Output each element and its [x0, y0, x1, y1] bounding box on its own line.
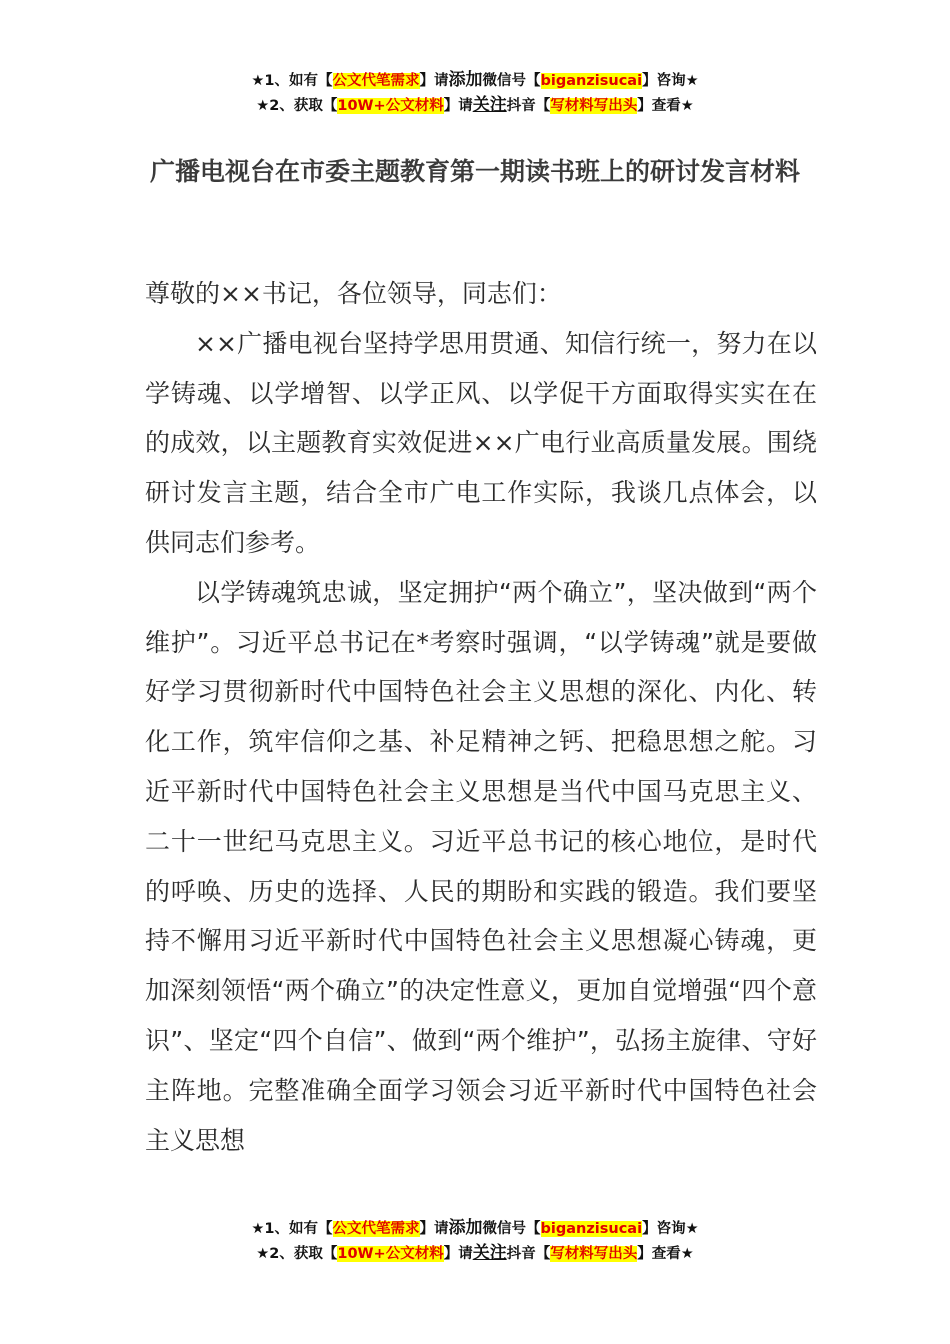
promo-highlight: 公文代笔需求: [332, 1221, 420, 1237]
promo-text: 】请: [419, 1221, 449, 1237]
promo-text: 】查看★: [637, 1246, 694, 1262]
promo-line-1: [0, 68, 950, 93]
promo-wechat-id: biganzisucai: [540, 73, 643, 89]
promo-line-2: [0, 1241, 950, 1266]
promo-text: 】咨询★: [642, 1221, 699, 1237]
promo-highlight: 10W+公文材料: [337, 1246, 444, 1262]
promo-banner-bottom: [0, 1216, 950, 1266]
document-body: [145, 269, 817, 1165]
promo-text: 】请: [443, 98, 473, 114]
promo-emphasis: 关注: [472, 1243, 507, 1263]
promo-douyin-id: 写材料写出头: [550, 1246, 638, 1262]
promo-douyin-id: 写材料写出头: [550, 98, 638, 114]
promo-text: 】查看★: [637, 98, 694, 114]
promo-line-1: [0, 1216, 950, 1241]
promo-text: 微信号【: [482, 1221, 541, 1237]
promo-text: 】咨询★: [642, 73, 699, 89]
salutation: 尊敬的××书记，各位领导，同志们：: [145, 279, 562, 308]
promo-highlight: 公文代笔需求: [332, 73, 420, 89]
promo-text: ★2、获取【: [256, 1246, 338, 1262]
promo-text: 】请: [419, 73, 449, 89]
promo-text: ★1、如有【: [251, 1221, 333, 1237]
promo-wechat-id: biganzisucai: [540, 1221, 643, 1237]
promo-text: 微信号【: [482, 73, 541, 89]
promo-emphasis: 添加: [448, 1218, 483, 1238]
promo-text: ★1、如有【: [251, 73, 333, 89]
promo-line-2: [0, 93, 950, 118]
promo-banner-top: [0, 68, 950, 118]
promo-highlight: 10W+公文材料: [337, 98, 444, 114]
promo-text: 】请: [443, 1246, 473, 1262]
promo-text: 抖音【: [506, 98, 551, 114]
promo-emphasis: 添加: [448, 70, 483, 90]
promo-emphasis: 关注: [472, 95, 507, 115]
promo-text: ★2、获取【: [256, 98, 338, 114]
body-paragraph: ××广播电视台坚持学思用贯通、知信行统一，努力在以学铸魂、以学增智、以学正风、以学促干方面取得实实在在的成效，以主题教育实效促进××广电行业高质量发展。围绕研讨发言主题，结合全市广电工作实际，我谈几点体会，以供同志们参考。: [145, 328, 817, 557]
document-title: 广播电视台在市委主题教育第一期读书班上的研讨发言材料: [149, 157, 800, 186]
promo-text: 抖音【: [506, 1246, 551, 1262]
body-paragraph: 以学铸魂筑忠诚，坚定拥护“两个确立”，坚决做到“两个维护”。习近平总书记在*考察时强调，“以学铸魂”就是要做好学习贯彻新时代中国特色社会主义思想的深化、内化、转化工作，筑牢信仰之基、补足精神之钙、把稳思想之舵。习近平新时代中国特色社会主义思想是当代中国马克思主义、二十一世纪马克思主义。习近平总书记的核心地位，是时代的呼唤、历史的选择、人民的期盼和实践的锻造。我们要坚持不懈用习近平新时代中国特色社会主义思想凝心铸魂，更加深刻领悟“两个确立”的决定性意义，更加自觉增强“四个意识”、坚定“四个自信”、做到“两个维护”，弘扬主旋律、守好主阵地。完整准确全面学习领会习近平新时代中国特色社会主义思想: [145, 577, 817, 1155]
